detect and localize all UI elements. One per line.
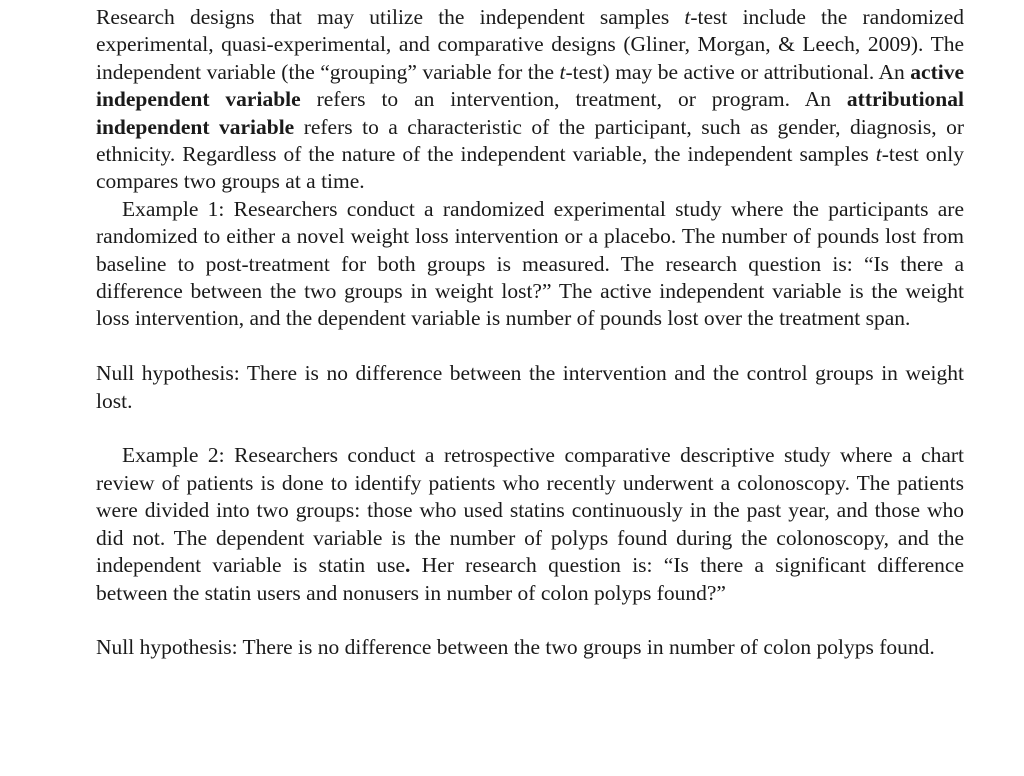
null-hypothesis-1-text: Null hypothesis: There is no difference between the intervention and the control groups in weight lost. xyxy=(96,361,964,413)
term-attributional-independent-variable: attributional independent variable xyxy=(96,87,964,139)
t-italic: t xyxy=(684,5,691,29)
document-page xyxy=(96,4,964,662)
null-hypothesis-2 xyxy=(96,634,964,661)
term-active-independent-variable: active independent variable xyxy=(96,59,964,112)
t-italic: t xyxy=(559,59,566,84)
intro-text-1: Research designs that may utilize the independent samples xyxy=(96,5,685,29)
t-italic: t xyxy=(875,142,882,167)
intro-text-2: -test include the randomized experimental, quasi-experimental, and comparative designs (Gliner, Morgan, & Leech, 2009). The independent variable (the “grouping” variable for the xyxy=(96,5,964,84)
example-2-text-1: Example 2: Researchers conduct a retrospective comparative descriptive study where a chart review of patients is done to identify patients who recently underwent a colonoscopy. The patients were divided into two groups: those who used statins continuously in the past year, and those who did not. The dependent variable is the number of polyps found during the colonoscopy, and the independent variable is statin use xyxy=(96,443,964,578)
null-hypothesis-1 xyxy=(96,360,964,415)
intro-paragraph xyxy=(96,4,964,196)
intro-text-5: refers to a characteristic of the participant, such as gender, diagnosis, or ethnicity. Regardless of the nature of the independent variable, the independent samples xyxy=(96,114,964,167)
example-2-text-2: Her research question is: “Is there a significant difference between the statin users and nonusers in number of colon polyps found?” xyxy=(96,553,964,605)
intro-text-6: -test only compares two groups at a time. xyxy=(96,142,964,194)
example-2-paragraph xyxy=(96,442,964,606)
example-1-text: Example 1: Researchers conduct a randomized experimental study where the participants are randomized to either a novel weight loss intervention or a placebo. The number of pounds lost from baseline to post-treatment for both groups is measured. The research question is: “Is there a difference between the two groups in weight lost?” The active independent variable is the weight loss intervention, and the dependent variable is number of pounds lost over the treatment span. xyxy=(96,196,964,331)
intro-text-4: refers to an intervention, treatment, or program. An xyxy=(300,87,847,112)
bold-period: . xyxy=(405,553,411,578)
intro-text-3: -test) may be active or attributional. An xyxy=(565,59,911,84)
null-hypothesis-2-text: Null hypothesis: There is no difference between the two groups in number of colon polyps found. xyxy=(96,635,935,660)
example-1-paragraph xyxy=(96,196,964,333)
